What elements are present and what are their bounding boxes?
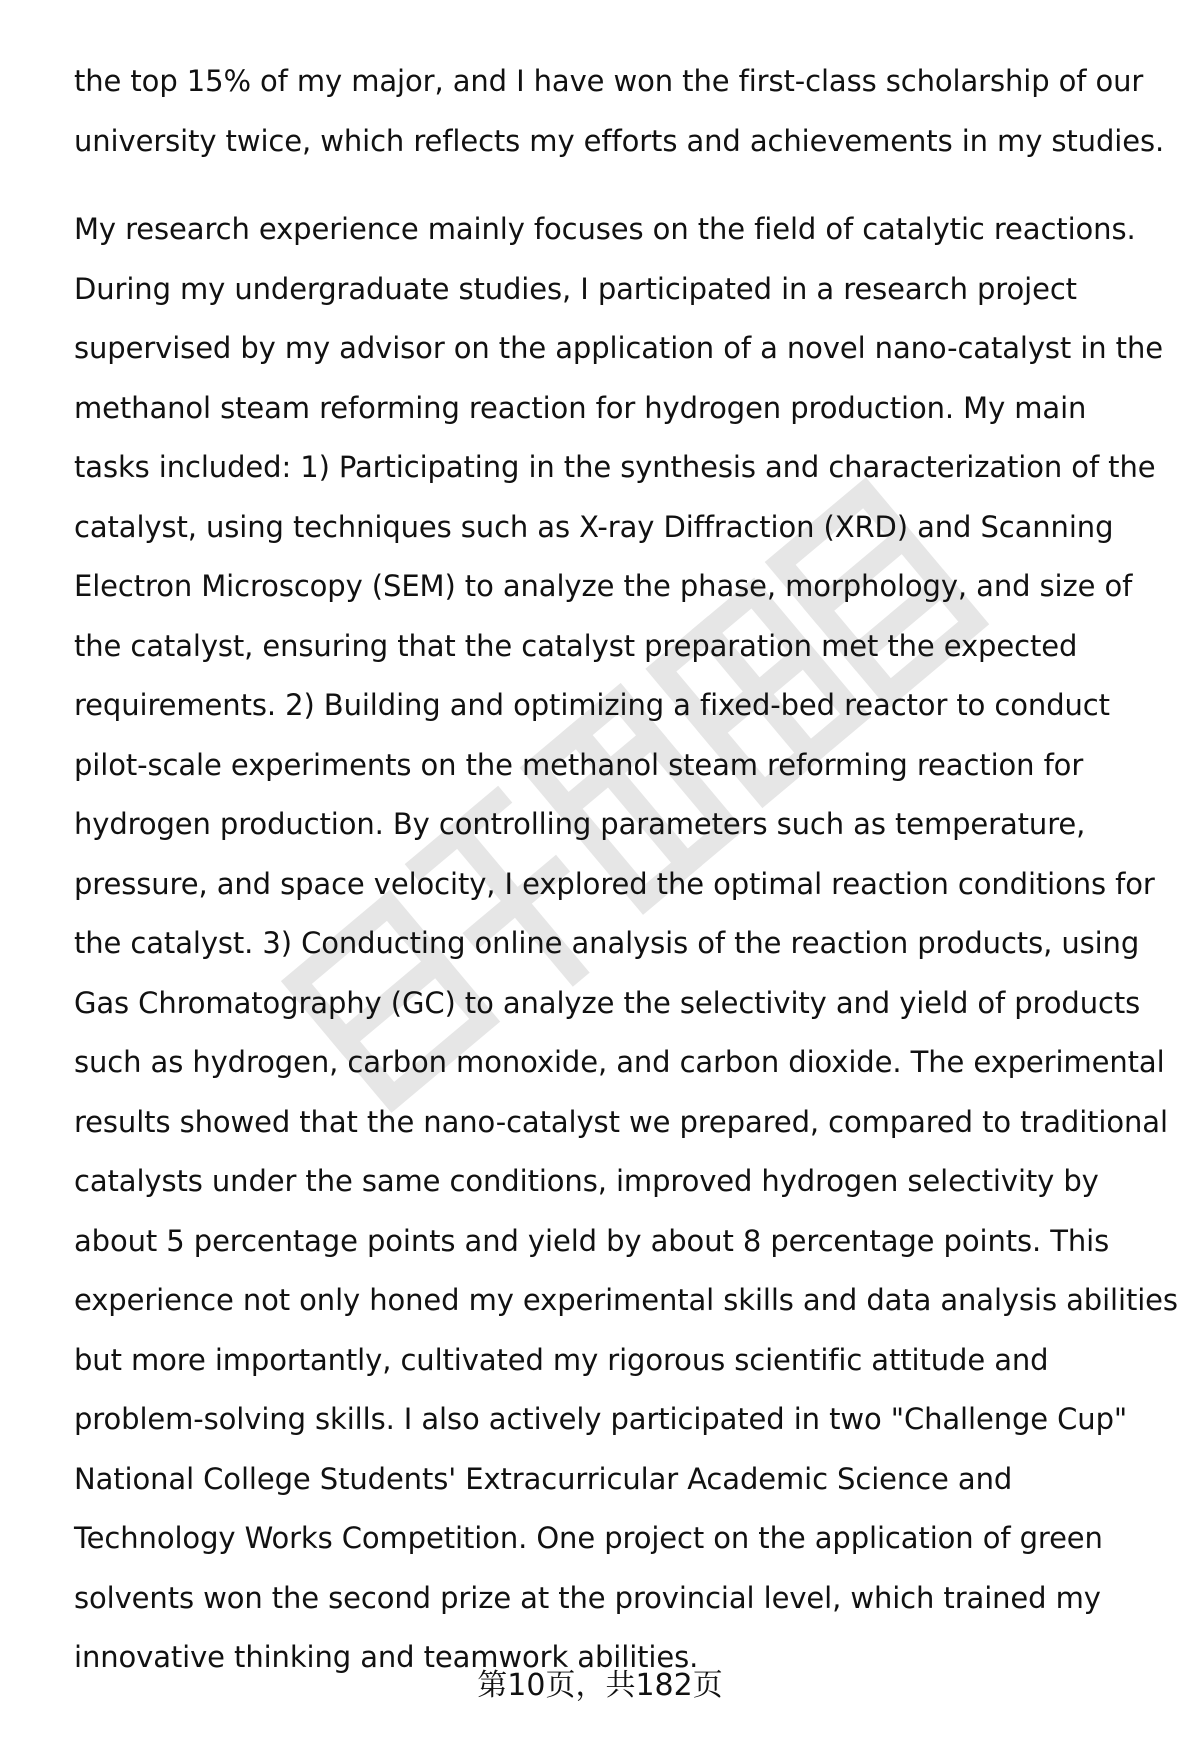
text-line: catalysts under the same conditions, improved hydrogen selectivity by — [74, 1164, 1099, 1198]
text-line: university twice, which reflects my efforts and achievements in my studies. — [74, 123, 1165, 158]
text-line: the catalyst. 3) Conducting online analysis of the reaction products, using — [74, 926, 1140, 960]
text-line: solvents won the second prize at the provincial level, which trained my — [74, 1580, 1101, 1615]
text-line: requirements. 2) Building and optimizing a fixed-bed reactor to conduct — [74, 688, 1110, 722]
document-body — [74, 52, 1178, 1688]
text-line: supervised by my advisor on the application of a novel nano-catalyst in the — [74, 331, 1163, 365]
text-line: problem-solving skills. I also actively participated in two "Challenge Cup" — [74, 1402, 1128, 1436]
text-line: My research experience mainly focuses on the field of catalytic reactions. — [74, 212, 1136, 246]
text-line: Technology Works Competition. One project on the application of green — [74, 1521, 1103, 1555]
text-line: catalyst, using techniques such as X-ray Diffraction (XRD) and Scanning — [74, 509, 1114, 544]
text-line: the catalyst, ensuring that the catalyst preparation met the expected — [74, 628, 1078, 663]
text-line: National College Students' Extracurricular Academic Science and — [74, 1461, 1013, 1496]
paragraph-research-experience — [74, 200, 1178, 1688]
paragraph-academic-record — [74, 52, 1165, 171]
text-line: tasks included: 1) Participating in the synthesis and characterization of the — [74, 450, 1156, 484]
text-line: methanol steam reforming reaction for hydrogen production. My main — [74, 390, 1087, 425]
text-line: such as hydrogen, carbon monoxide, and carbon dioxide. The experimental — [74, 1045, 1165, 1079]
text-line: but more importantly, cultivated my rigorous scientific attitude and — [74, 1342, 1049, 1377]
text-line: pilot-scale experiments on the methanol steam reforming reaction for — [74, 747, 1084, 782]
page-number-footer: 第10页，共182页 — [477, 1668, 723, 1703]
text-line: innovative thinking and teamwork abilities. — [74, 1640, 699, 1674]
text-line: results showed that the nano-catalyst we prepared, compared to traditional — [74, 1104, 1168, 1139]
text-line: During my undergraduate studies, I participated in a research project — [74, 271, 1077, 306]
text-line: about 5 percentage points and yield by about 8 percentage points. This — [74, 1223, 1110, 1258]
text-line: hydrogen production. By controlling parameters such as temperature, — [74, 807, 1086, 841]
text-line: Gas Chromatography (GC) to analyze the selectivity and yield of products — [74, 985, 1141, 1020]
text-line: the top 15% of my major, and I have won the first-class scholarship of our — [74, 64, 1144, 98]
text-line: experience not only honed my experimental skills and data analysis abilities — [74, 1283, 1178, 1317]
text-line: Electron Microscopy (SEM) to analyze the phase, morphology, and size of — [74, 569, 1133, 603]
text-line: pressure, and space velocity, I explored the optimal reaction conditions for — [74, 866, 1155, 901]
